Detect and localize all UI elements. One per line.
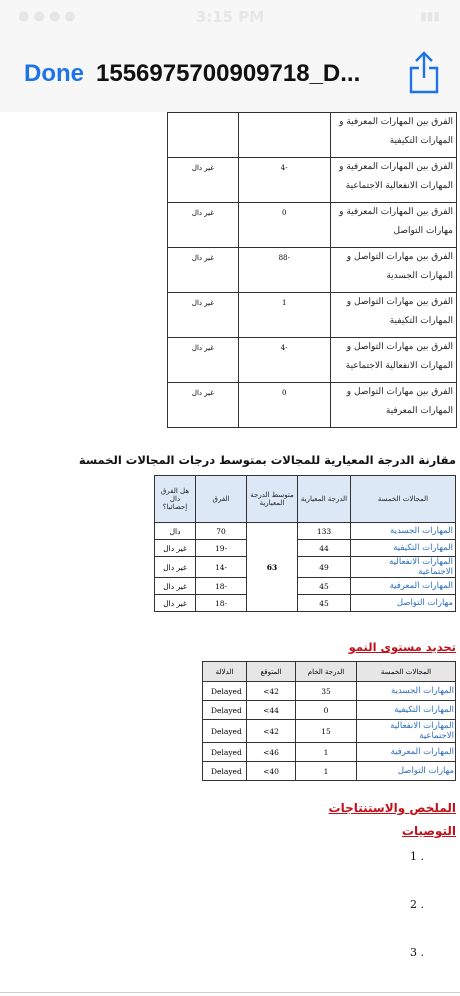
raw-score: 1 <box>296 743 357 762</box>
header-domains: المجالات الخمسة <box>357 662 456 682</box>
standard-score: 133 <box>298 523 351 540</box>
expected-value: 42> <box>247 682 296 701</box>
expected-value: 44> <box>247 701 296 720</box>
status-value: Delayed <box>203 720 247 743</box>
share-icon[interactable] <box>408 50 440 94</box>
domain-name: المهارات التكيفية <box>351 540 456 557</box>
table-row <box>168 383 457 428</box>
header-status: الدلالة <box>203 662 247 682</box>
difference-value <box>238 113 330 158</box>
raw-score: 0 <box>296 701 357 720</box>
header-domains: المجالات الخمسة <box>351 476 456 523</box>
status-value: Delayed <box>203 762 247 781</box>
table-row <box>203 743 456 762</box>
done-button[interactable]: Done <box>24 60 84 87</box>
raw-score: 15 <box>296 720 357 743</box>
header-significance: هل الفرق دال إحصائيا؟ <box>155 476 196 523</box>
standard-score: 45 <box>298 595 351 612</box>
raw-score: 35 <box>296 682 357 701</box>
table-row <box>203 762 456 781</box>
comparison-name: الفرق بين مهارات التواصل و المهارات الانفعالية الاجتماعية <box>330 338 456 383</box>
table-row <box>203 701 456 720</box>
table-row <box>203 720 456 743</box>
table-row <box>155 523 456 540</box>
status-value: Delayed <box>203 701 247 720</box>
difference-value: -18 <box>196 595 247 612</box>
comparison-name: الفرق بين المهارات المعرفية و المهارات التكيفية <box>330 113 456 158</box>
expected-value: 42> <box>247 720 296 743</box>
table-row <box>168 293 457 338</box>
status-value: Delayed <box>203 682 247 701</box>
significance-value: غير دال <box>155 595 196 612</box>
table-row <box>168 203 457 248</box>
header-raw-score: الدرجة الخام <box>296 662 357 682</box>
list-number: 1 . <box>410 850 424 863</box>
domain-name: المهارات الجسدية <box>351 523 456 540</box>
standard-score: 45 <box>298 578 351 595</box>
nav-bar <box>0 36 460 113</box>
summary-heading: الملخص والاستنتاجات <box>328 801 456 815</box>
raw-score: 1 <box>296 762 357 781</box>
domain-name: المهارات الانفعالية الاجتماعية <box>357 720 456 743</box>
mean-standard-score: 63 <box>247 523 298 612</box>
document-page[interactable] <box>0 112 460 996</box>
header-expected: المتوقع <box>247 662 296 682</box>
difference-value: 1 <box>238 293 330 338</box>
difference-value: -4 <box>238 338 330 383</box>
differences-table <box>167 112 457 428</box>
difference-value: 0 <box>238 203 330 248</box>
difference-value: 70 <box>196 523 247 540</box>
significance-value: غير دال <box>168 248 239 293</box>
document-title: 1556975700909718_D... <box>96 60 361 87</box>
difference-value: -4 <box>238 158 330 203</box>
status-time: 3:15 PM <box>195 8 265 26</box>
table-row <box>168 158 457 203</box>
header-difference: الفرق <box>196 476 247 523</box>
significance-value: غير دال <box>168 338 239 383</box>
signal-indicator: ● ● ● ● <box>18 9 76 24</box>
significance-value: غير دال <box>168 293 239 338</box>
difference-value: -88 <box>238 248 330 293</box>
significance-value: غير دال <box>155 540 196 557</box>
growth-level-heading: تحديد مستوى النمو <box>348 640 456 654</box>
page-divider <box>0 992 460 993</box>
difference-value: 0 <box>238 383 330 428</box>
recommendations-heading: التوصيات <box>401 824 456 838</box>
table-row <box>155 557 456 578</box>
significance-value: دال <box>155 523 196 540</box>
domain-name: المهارات الانفعالية الاجتماعية <box>351 557 456 578</box>
standard-score-comparison-table <box>154 475 456 612</box>
domain-name: مهارات التواصل <box>357 762 456 781</box>
table-row <box>168 248 457 293</box>
header-mean-score: متوسط الدرجة المعيارية <box>247 476 298 523</box>
domain-name: مهارات التواصل <box>351 595 456 612</box>
expected-value: 46> <box>247 743 296 762</box>
significance-value: غير دال <box>155 557 196 578</box>
list-number: 2 . <box>410 898 424 911</box>
comparison-name: الفرق بين مهارات التواصل و المهارات المعرفية <box>330 383 456 428</box>
significance-value: غير دال <box>168 203 239 248</box>
comparison-name: الفرق بين مهارات التواصل و المهارات التكيفية <box>330 293 456 338</box>
comparison-name: الفرق بين المهارات المعرفية و مهارات التواصل <box>330 203 456 248</box>
table-row <box>155 578 456 595</box>
table-row <box>155 540 456 557</box>
battery-icon: ▮▮▮ <box>420 9 440 23</box>
difference-value: -18 <box>196 578 247 595</box>
difference-value: -19 <box>196 540 247 557</box>
table-row <box>155 595 456 612</box>
significance-value <box>168 113 239 158</box>
domain-name: المهارات المعرفية <box>351 578 456 595</box>
compare-heading: مقارنة الدرجة المعيارية للمجالات بمتوسط درجات المجالات الخمسة <box>78 453 456 467</box>
significance-value: غير دال <box>168 383 239 428</box>
standard-score: 44 <box>298 540 351 557</box>
difference-value: -14 <box>196 557 247 578</box>
table-row <box>168 338 457 383</box>
comparison-name: الفرق بين المهارات المعرفية و المهارات الانفعالية الاجتماعية <box>330 158 456 203</box>
header-standard-score: الدرجة المعيارية <box>298 476 351 523</box>
status-bar <box>0 0 460 36</box>
domain-name: المهارات التكيفية <box>357 701 456 720</box>
list-number: 3 . <box>410 946 424 959</box>
domain-name: المهارات المعرفية <box>357 743 456 762</box>
status-value: Delayed <box>203 743 247 762</box>
significance-value: غير دال <box>155 578 196 595</box>
domain-name: المهارات الجسدية <box>357 682 456 701</box>
growth-level-table <box>202 661 456 781</box>
standard-score: 49 <box>298 557 351 578</box>
expected-value: 40> <box>247 762 296 781</box>
table-row <box>168 113 457 158</box>
table-row <box>203 682 456 701</box>
comparison-name: الفرق بين مهارات التواصل و المهارات الجسدية <box>330 248 456 293</box>
significance-value: غير دال <box>168 158 239 203</box>
